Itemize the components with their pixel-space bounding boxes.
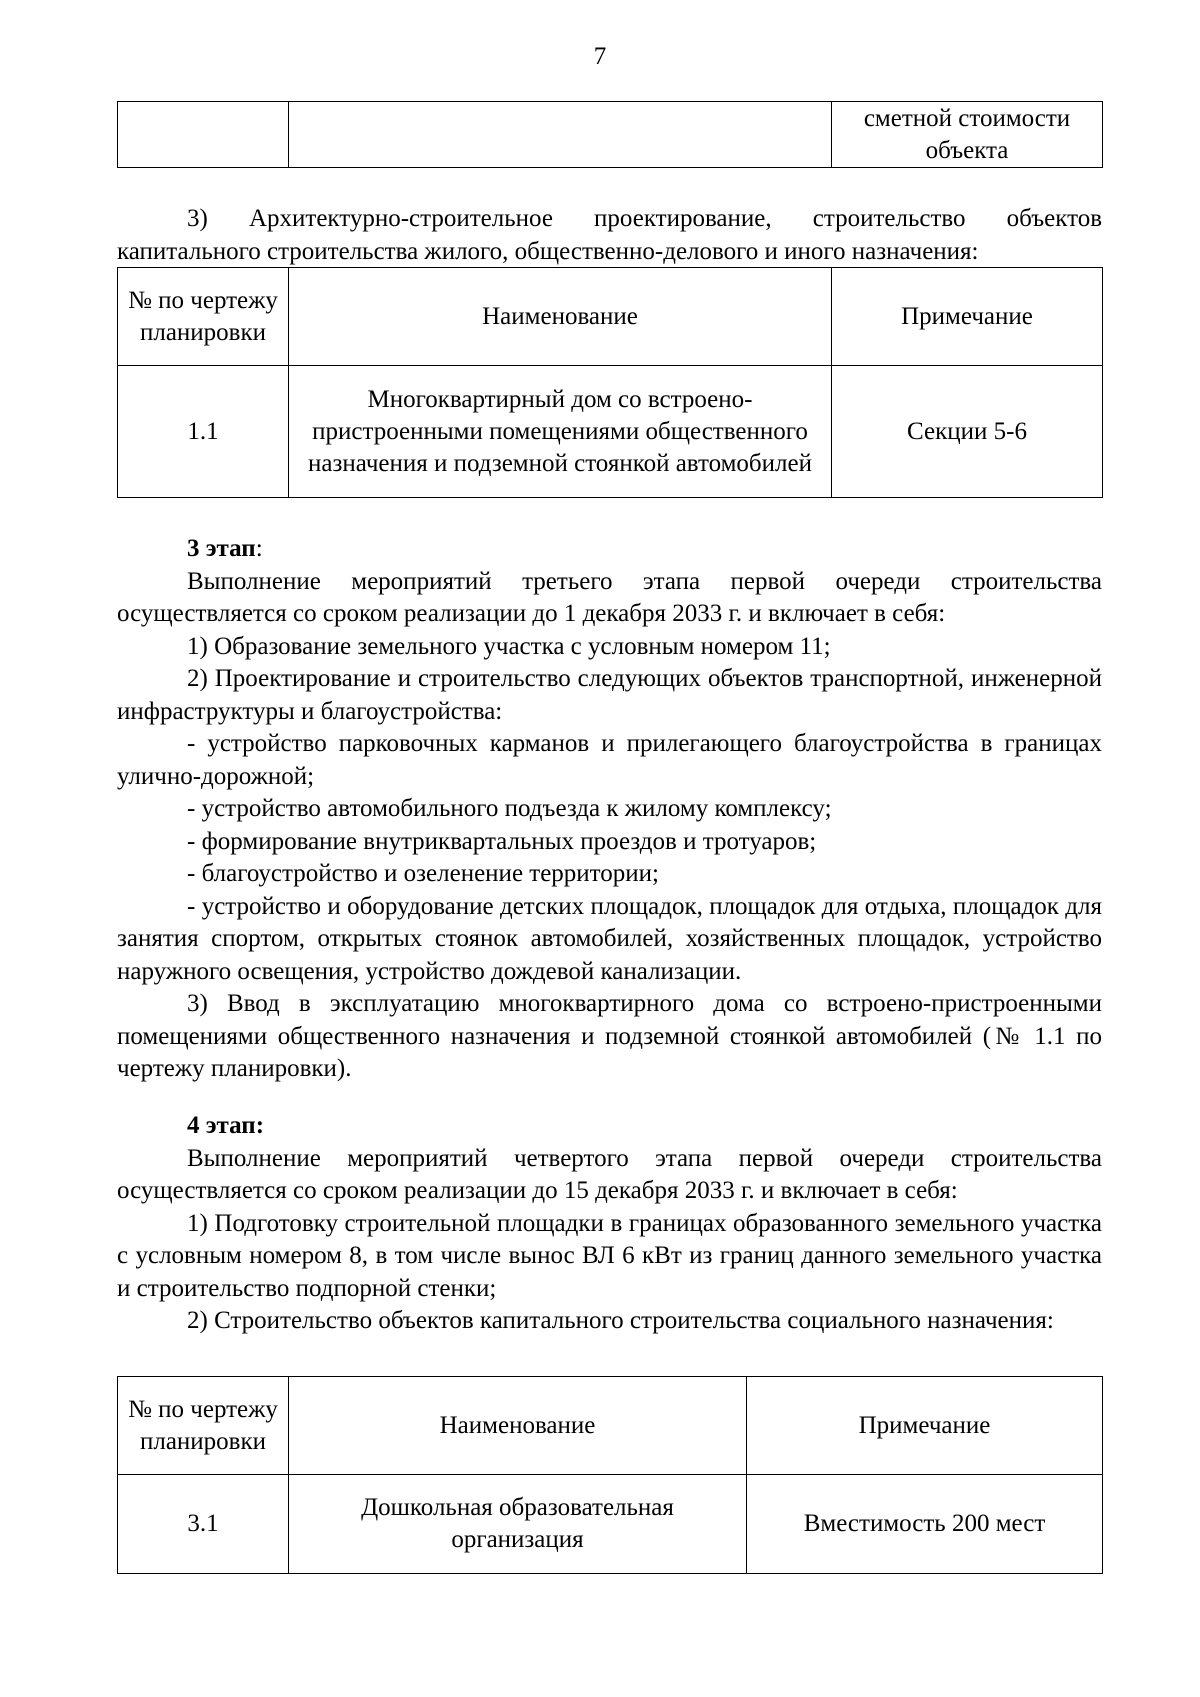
stage-3-list-item: - формирование внутриквартальных проездов и тротуаров; — [187, 827, 817, 855]
table-cell-num — [118, 102, 289, 168]
table-header-row — [118, 1377, 1103, 1475]
objects-table-2 — [117, 1376, 1103, 1574]
stage-3-paragraph: 1) Образование земельного участка с условным номером 11; — [187, 632, 831, 660]
table-header-row — [118, 268, 1103, 366]
section-intro — [117, 203, 1102, 268]
table-cell-num: 1.1 — [118, 366, 289, 498]
table-cell-note: сметной стоимости объекта — [832, 102, 1103, 168]
table-header-num: № по чертежу планировки — [118, 268, 289, 366]
table-cell-note: Секции 5-6 — [832, 366, 1103, 498]
section-intro-text: 3) Архитектурно-строительное проектирование, строительство объектов капитального строительства жилого, общественно-делового и иного назначения: — [117, 205, 1102, 265]
table-cell-num: 3.1 — [118, 1475, 289, 1574]
stage-3-heading-label: 3 этап — [187, 535, 256, 562]
stage-3-list-item: - устройство и оборудование детских площадок, площадок для отдыха, площадок для занятия спортом, открытых стоянок автомобилей, хозяйственных площадок, устройство наружного освещения, устройство дождевой канализации. — [117, 892, 1102, 985]
stage-3-paragraph: 2) Проектирование и строительство следующих объектов транспортной, инженерной инфраструктуры и благоустройства: — [117, 665, 1102, 725]
objects-table-1 — [117, 267, 1103, 498]
table-cell-name — [289, 102, 832, 168]
table-header-num: № по чертежу планировки — [118, 1377, 289, 1475]
table-header-note: Примечание — [747, 1377, 1103, 1475]
table-cell-name: Дошкольная образовательная организация — [289, 1475, 747, 1574]
stage-3-paragraph: 3) Ввод в эксплуатацию многоквартирного дома со встроено-пристроенными помещениями общественного назначения и подземной стоянкой автомобилей (№ 1.1 по чертежу планировки). — [117, 990, 1102, 1082]
stage-3-heading-colon: : — [255, 535, 263, 562]
stage-4-paragraph: 1) Подготовку строительной площадки в границах образованного земельного участка с условным номером 8, в том числе вынос ВЛ 6 кВт из границ данного земельного участка и строительство подпорной стенки; — [117, 1209, 1102, 1302]
stage-4-paragraph: 2) Строительство объектов капитального строительства социального назначения: — [187, 1307, 1054, 1334]
continuation-table — [117, 101, 1103, 168]
table-row — [118, 366, 1103, 498]
stage-4-section — [117, 1110, 1102, 1338]
stage-4-paragraph: Выполнение мероприятий четвертого этапа первой очереди строительства осуществляется со сроком реализации до 15 декабря 2033 г. и включает в себя: — [117, 1144, 1102, 1204]
stage-3-paragraph: Выполнение мероприятий третьего этапа первой очереди строительства осуществляется со сроком реализации до 1 декабря 2033 г. и включает в себя: — [117, 567, 1102, 627]
table-row — [118, 1475, 1103, 1574]
table-cell-name: Многоквартирный дом со встроено-пристроенными помещениями общественного назначения и подземной стоянкой автомобилей — [289, 366, 832, 498]
table-header-name: Наименование — [289, 1377, 747, 1475]
table-cell-note: Вместимость 200 мест — [747, 1475, 1103, 1574]
page-number: 7 — [593, 43, 607, 70]
stage-3-list-item: - устройство парковочных карманов и прилегающего благоустройства в границах улично-дорожной; — [117, 730, 1102, 790]
stage-3-list-item: - устройство автомобильного подъезда к жилому комплексу; — [187, 795, 832, 822]
stage-3-heading — [117, 533, 1102, 566]
table-row — [118, 102, 1103, 168]
table-header-name: Наименование — [289, 268, 832, 366]
stage-4-heading: 4 этап: — [187, 1112, 265, 1139]
stage-3-section — [117, 533, 1102, 1086]
table-header-note: Примечание — [832, 268, 1103, 366]
stage-3-list-item: - благоустройство и озеленение территории; — [187, 860, 659, 887]
